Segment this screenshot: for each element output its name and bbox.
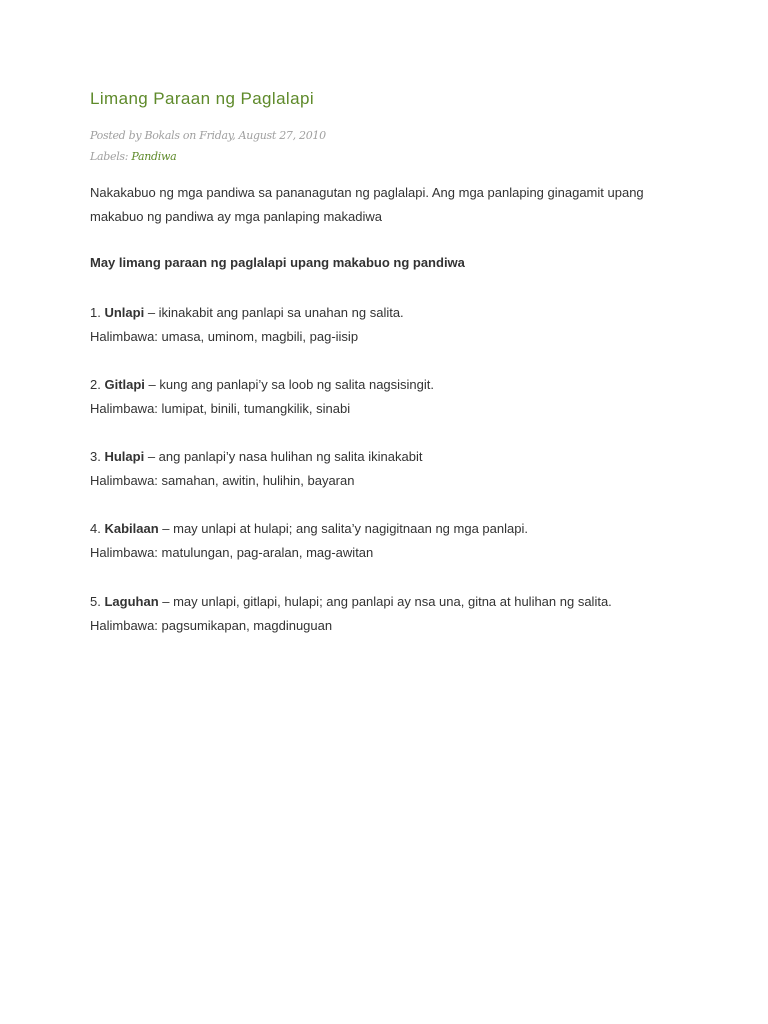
item-number: 4. [90, 521, 105, 536]
item-number: 2. [90, 377, 105, 392]
post-byline: Posted by Bokals on Friday, August 27, 2010 [90, 129, 326, 142]
list-item [90, 517, 528, 565]
post-labels [90, 150, 176, 163]
item-term: Laguhan [104, 594, 159, 609]
post-title[interactable]: Limang Paraan ng Paglalapi [90, 89, 314, 108]
item-term: Unlapi [104, 305, 145, 320]
item-line [90, 590, 612, 614]
item-number: 3. [90, 449, 105, 464]
section-subheading: May limang paraan ng paglalapi upang makabuo ng pandiwa [90, 255, 465, 270]
item-definition: – kung ang panlapi’y sa loob ng salita nagsisingit. [144, 377, 435, 392]
labels-prefix: Labels: [90, 150, 132, 163]
item-line [90, 301, 404, 325]
item-example: Halimbawa: samahan, awitin, hulihin, bayaran [90, 473, 355, 488]
intro-paragraph: Nakakabuo ng mga pandiwa sa pananagutan ng paglalapi. Ang mga panlaping ginagamit upang makabuo ng pandiwa ay mga panlaping makadiwa [90, 185, 644, 224]
item-definition: – may unlapi at hulapi; ang salita’y nagigitnaan ng mga panlapi. [158, 521, 528, 536]
item-line [90, 445, 422, 469]
item-number: 5. [90, 594, 105, 609]
item-example: Halimbawa: lumipat, binili, tumangkilik, sinabi [90, 401, 351, 416]
item-term: Kabilaan [104, 521, 159, 536]
list-item [90, 301, 404, 349]
item-term: Hulapi [104, 449, 145, 464]
list-item [90, 373, 434, 421]
item-example: Halimbawa: matulungan, pag-aralan, mag-awitan [90, 545, 374, 560]
item-line [90, 517, 528, 541]
list-item [90, 590, 612, 638]
item-example: Halimbawa: umasa, uminom, magbili, pag-iisip [90, 329, 359, 344]
item-term: Gitlapi [104, 377, 145, 392]
label-link-pandiwa[interactable]: Pandiwa [131, 150, 177, 163]
list-item [90, 445, 422, 493]
item-example: Halimbawa: pagsumikapan, magdinuguan [90, 618, 333, 633]
item-definition: – ikinakabit ang panlapi sa unahan ng salita. [144, 305, 404, 320]
item-line [90, 373, 434, 397]
item-definition: – ang panlapi’y nasa hulihan ng salita ikinakabit [144, 449, 423, 464]
item-definition: – may unlapi, gitlapi, hulapi; ang panlapi ay nsa una, gitna at hulihan ng salita. [158, 594, 612, 609]
item-number: 1. [90, 305, 105, 320]
